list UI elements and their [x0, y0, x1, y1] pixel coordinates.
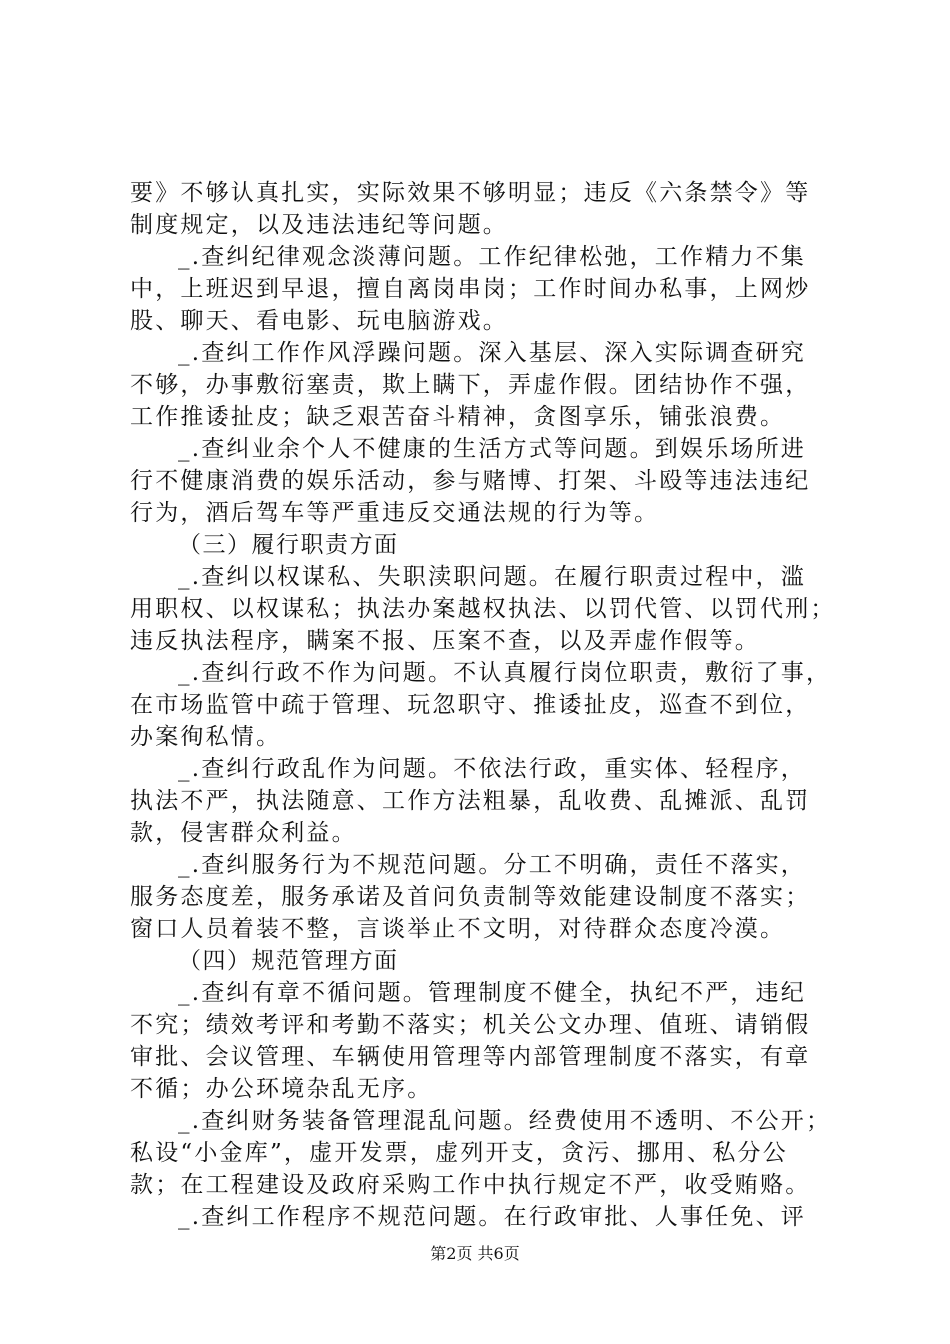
text-line: 中，上班迟到早退，擅自离岗串岗；工作时间办私事，上网炒 [130, 276, 811, 302]
text-line: 执法不严，执法随意、工作方法粗暴，乱收费、乱摊派、乱罚 [130, 788, 811, 814]
text-line: 款；在工程建设及政府采购工作中执行规定不严，收受贿赂。 [130, 1172, 811, 1198]
text-line: 办案徇私情。 [130, 724, 282, 750]
text-line: 用职权、以权谋私；执法办案越权执法、以罚代管、以罚代刑； [130, 596, 836, 622]
text-line: 行为，酒后驾车等严重违反交通法规的行为等。 [130, 500, 660, 526]
text-line: 股、聊天、看电影、玩电脑游戏。 [130, 308, 508, 334]
text-line: 要》不够认真扎实，实际效果不够明显；违反《六条禁令》等 [130, 180, 811, 206]
page-number-footer: 第2页 共6页 [430, 1244, 520, 1263]
text-line: 制度规定，以及违法违纪等问题。 [130, 212, 508, 238]
text-line: 窗口人员着装不整，言谈举止不文明，对待群众态度冷漠。 [130, 916, 786, 942]
text-line: 工作推诿扯皮；缺乏艰苦奋斗精神，贪图享乐，铺张浪费。 [130, 404, 786, 430]
text-line: 不循；办公环境杂乱无序。 [130, 1076, 433, 1102]
text-line: 审批、会议管理、车辆使用管理等内部管理制度不落实，有章 [130, 1044, 811, 1070]
text-line: 服务态度差，服务承诺及首问负责制等效能建设制度不落实； [130, 884, 811, 910]
text-line: 私设“小金库”，虚开发票，虚列开支，贪污、挪用、私分公 [130, 1140, 788, 1166]
text-line: _.查纠以权谋私、失职渎职问题。在履行职责过程中，滥 [178, 564, 807, 590]
text-line: 行不健康消费的娱乐活动，参与赌博、打架、斗殴等违法违纪 [130, 468, 811, 494]
text-line: 在市场监管中疏于管理、玩忽职守、推诿扯皮，巡查不到位， [130, 692, 811, 718]
section-heading: （三）履行职责方面 [178, 532, 399, 558]
text-line: 不究；绩效考评和考勤不落实；机关公文办理、值班、请销假 [130, 1012, 811, 1038]
text-line: _.查纠服务行为不规范问题。分工不明确，责任不落实， [178, 852, 807, 878]
text-line: _.查纠纪律观念淡薄问题。工作纪律松弛，工作精力不集 [178, 244, 807, 270]
section-heading: （四）规范管理方面 [178, 948, 399, 974]
text-line: 款，侵害群众利益。 [130, 820, 357, 846]
text-line: _.查纠行政不作为问题。不认真履行岗位职责，敷衍了事， [178, 660, 832, 686]
text-line: _.查纠财务装备管理混乱问题。经费使用不透明、不公开； [178, 1108, 832, 1134]
text-line: 违反执法程序，瞒案不报、压案不查，以及弄虚作假等。 [130, 628, 760, 654]
text-line: _.查纠业余个人不健康的生活方式等问题。到娱乐场所进 [178, 436, 807, 462]
text-line: _.查纠行政乱作为问题。不依法行政，重实体、轻程序， [178, 756, 807, 782]
text-line: 不够，办事敷衍塞责，欺上瞒下，弄虚作假。团结协作不强， [130, 372, 811, 398]
text-line: _.查纠有章不循问题。管理制度不健全，执纪不严，违纪 [178, 980, 807, 1006]
text-line: _.查纠工作程序不规范问题。在行政审批、人事任免、评 [178, 1204, 807, 1230]
text-line: _.查纠工作作风浮躁问题。深入基层、深入实际调查研究 [178, 340, 807, 366]
